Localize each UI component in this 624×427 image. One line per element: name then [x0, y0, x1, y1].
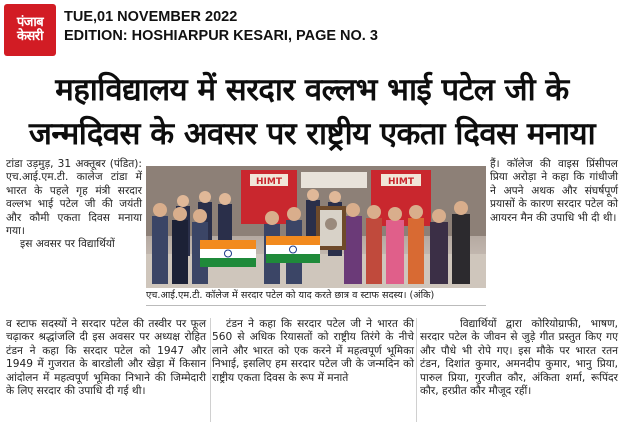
headline: [0, 68, 624, 156]
article-paragraph: व स्टाफ सदस्यों ने सरदार पटेल की तस्वीर पर फूल चढ़ाकर श्रद्धांजलि दी इस अवसर पर अध्यक्ष रोहित टंडन ने कहा कि सरदार पटेल को 1947 और 1949 में गुजरात के बारडोली और खेड़ा में किसान आंदोलन में महत्वपूर्ण भूमिका निभाने की जिम्मेदारी के लिए सरदार की उपाधि दी गई थी।: [6, 318, 206, 398]
logo-line2: केसरी: [17, 29, 43, 44]
punjab-kesari-logo: [4, 4, 56, 56]
article-lead-paragraph: टांडा उड़मुड़, 31 अक्तूबर (पंडित): एच.आई.एम.टी. कालेज टांडा में भारत के पहले गृह मंत्री सरदार वल्लभ भाई पटेल जी की जयंती और कौमी एकता दिवस मनाया गया।: [6, 158, 142, 238]
edition-meta: [64, 8, 378, 46]
edition-date: TUE,01 NOVEMBER 2022: [64, 9, 238, 25]
article-paragraph: हैं। कॉलेज की वाइस प्रिंसीपल प्रिया अरोड़ा ने कहा कि गांधीजी ने अपने अथक और संघर्षपूर्ण प्रयासों के कारण सरदार पटेल को आयरन मैन की उपाधि भी दी थी।: [490, 158, 618, 224]
photo-illustration: [146, 166, 486, 288]
article-paragraph: टंडन ने कहा कि सरदार पटेल जी ने भारत की 560 से अधिक रियासतों को राष्ट्रीय तिरंगे के नीचे लाने और भारत को एक करने में महत्वपूर्ण भूमिका निभाई, इसलिए हम सरदार पटेल जी के जन्मदिन को राष्ट्रीय एकता दिवस के रूप में मनाते: [212, 318, 414, 384]
article-column-right-bottom: [420, 318, 618, 398]
headline-line2: जन्मदिवस के अवसर पर राष्ट्रीय एकता दिवस मनाया: [28, 116, 596, 152]
news-photo: [146, 166, 486, 288]
logo-line1: पंजाब: [16, 15, 44, 31]
article-column-right: [490, 158, 618, 225]
article-column-middle: [212, 318, 414, 385]
article-paragraph: इस अवसर पर विद्यार्थियों: [20, 238, 115, 251]
edition-name: EDITION: HOSHIARPUR KESARI, PAGE NO. 3: [64, 28, 378, 44]
article-paragraph: विद्यार्थियों द्वारा कोरियोग्राफी, भाषण, सरदार पटेल के जीवन से जुड़े गीत प्रस्तुत किए गए और पौधे भी रोपे गए। इस मौके पर भारत रतन टंडन, दिशांत कुमार, अमनदीप कुमार, भानु प्रिया, पारुल प्रिया, गुरजीत कौर, अंकिता शर्मा, रूपिंदर कौर, हरप्रीत कौर मौजूद रहीं।: [420, 318, 618, 398]
photo-caption: एच.आई.एम.टी. कॉलेज में सरदार पटेल को याद करते छात्र व स्टाफ सदस्य। (अंकि): [146, 290, 486, 306]
article-column-left-bottom: [6, 318, 206, 398]
column-divider: [210, 318, 211, 422]
banner-right-text: HIMT: [388, 177, 414, 187]
flag-right: [266, 236, 320, 263]
column-divider: [416, 318, 417, 422]
flag-left: [200, 240, 256, 267]
headline-line1: महाविद्यालय में सरदार वल्लभ भाई पटेल जी के: [55, 72, 569, 108]
article-column-left: [6, 158, 142, 252]
banner-left-text: HIMT: [256, 177, 282, 187]
